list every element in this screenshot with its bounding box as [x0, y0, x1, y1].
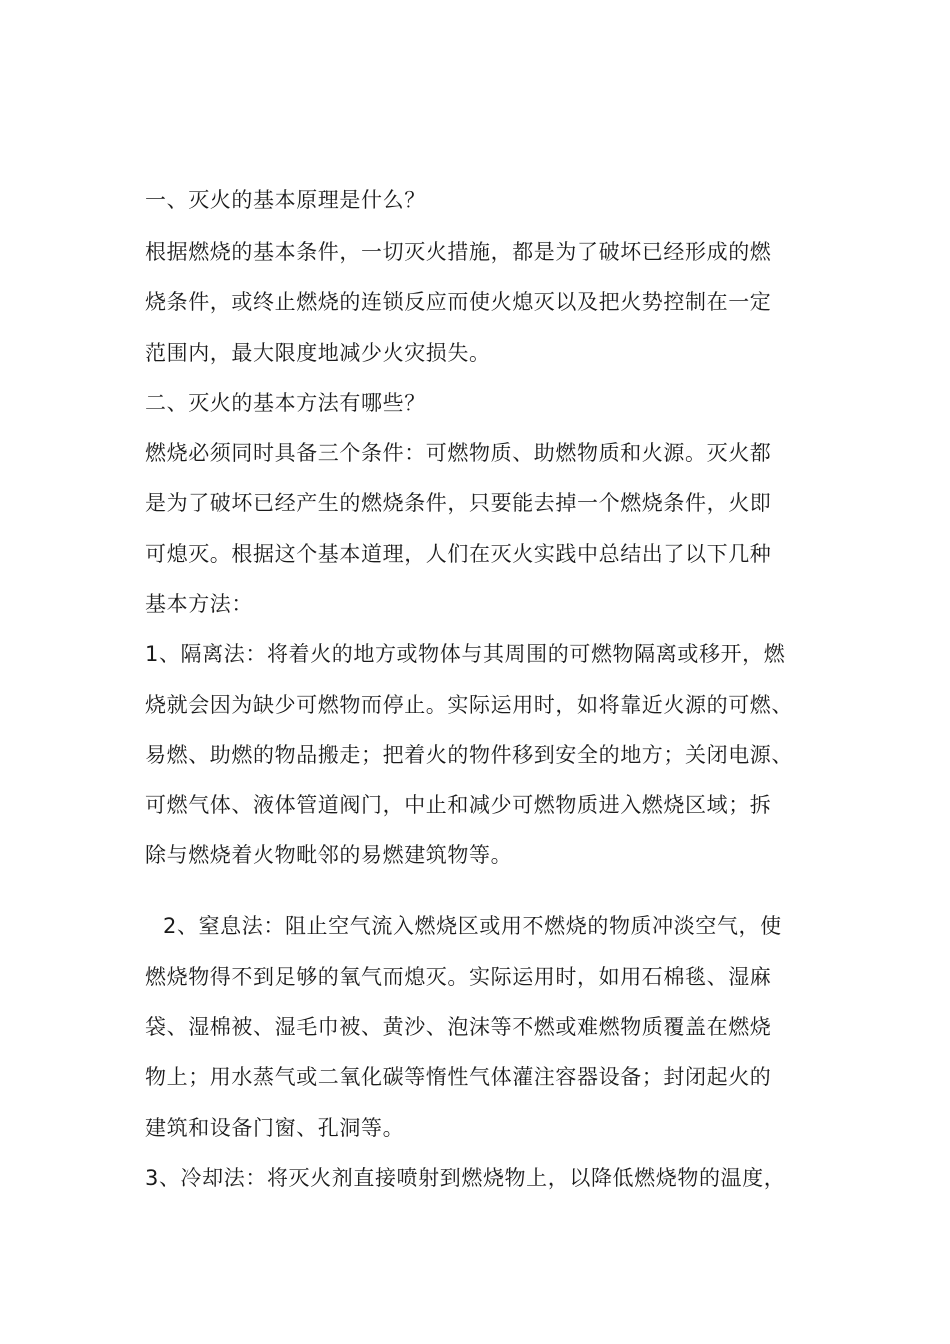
paragraph-line: 是为了破坏已经产生的燃烧条件，只要能去掉一个燃烧条件，火即	[145, 491, 772, 515]
heading-methods: 二、灭火的基本方法有哪些？	[145, 391, 426, 415]
method-suffocation-line: 袋、湿棉被、湿毛巾被、黄沙、泡沫等不燃或难燃物质覆盖在燃烧	[145, 1015, 772, 1039]
method-isolation-line: 易燃、助燃的物品搬走；把着火的物件移到安全的地方；关闭电源、	[145, 743, 793, 767]
paragraph-line: 燃烧必须同时具备三个条件：可燃物质、助燃物质和火源。灭火都	[145, 441, 772, 465]
method-isolation-line: 烧就会因为缺少可燃物而停止。实际运用时，如将靠近火源的可燃、	[145, 693, 793, 717]
paragraph-line: 基本方法：	[145, 592, 253, 616]
method-isolation-line: 除与燃烧着火物毗邻的易燃建筑物等。	[145, 843, 513, 867]
method-suffocation-line: 2、窒息法：阻止空气流入燃烧区或用不燃烧的物质冲淡空气，使	[163, 914, 782, 938]
paragraph-line: 可熄灭。根据这个基本道理，人们在灭火实践中总结出了以下几种	[145, 542, 772, 566]
heading-principle: 一、灭火的基本原理是什么？	[145, 188, 426, 212]
paragraph-line: 根据燃烧的基本条件，一切灭火措施，都是为了破坏已经形成的燃	[145, 240, 772, 264]
method-isolation-line: 1、隔离法：将着火的地方或物体与其周围的可燃物隔离或移开，燃	[145, 642, 786, 666]
method-suffocation-line: 燃烧物得不到足够的氧气而熄灭。实际运用时，如用石棉毯、湿麻	[145, 965, 772, 989]
method-suffocation-line: 物上；用水蒸气或二氧化碳等惰性气体灌注容器设备；封闭起火的	[145, 1065, 772, 1089]
method-cooling-line: 3、冷却法：将灭火剂直接喷射到燃烧物上，以降低燃烧物的温度，	[145, 1166, 786, 1190]
method-isolation-line: 可燃气体、液体管道阀门，中止和减少可燃物质进入燃烧区域；拆	[145, 793, 772, 817]
paragraph-line: 范围内，最大限度地减少火灾损失。	[145, 341, 491, 365]
method-suffocation-line: 建筑和设备门窗、孔洞等。	[145, 1116, 405, 1140]
paragraph-line: 烧条件，或终止燃烧的连锁反应而使火熄灭以及把火势控制在一定	[145, 290, 772, 314]
